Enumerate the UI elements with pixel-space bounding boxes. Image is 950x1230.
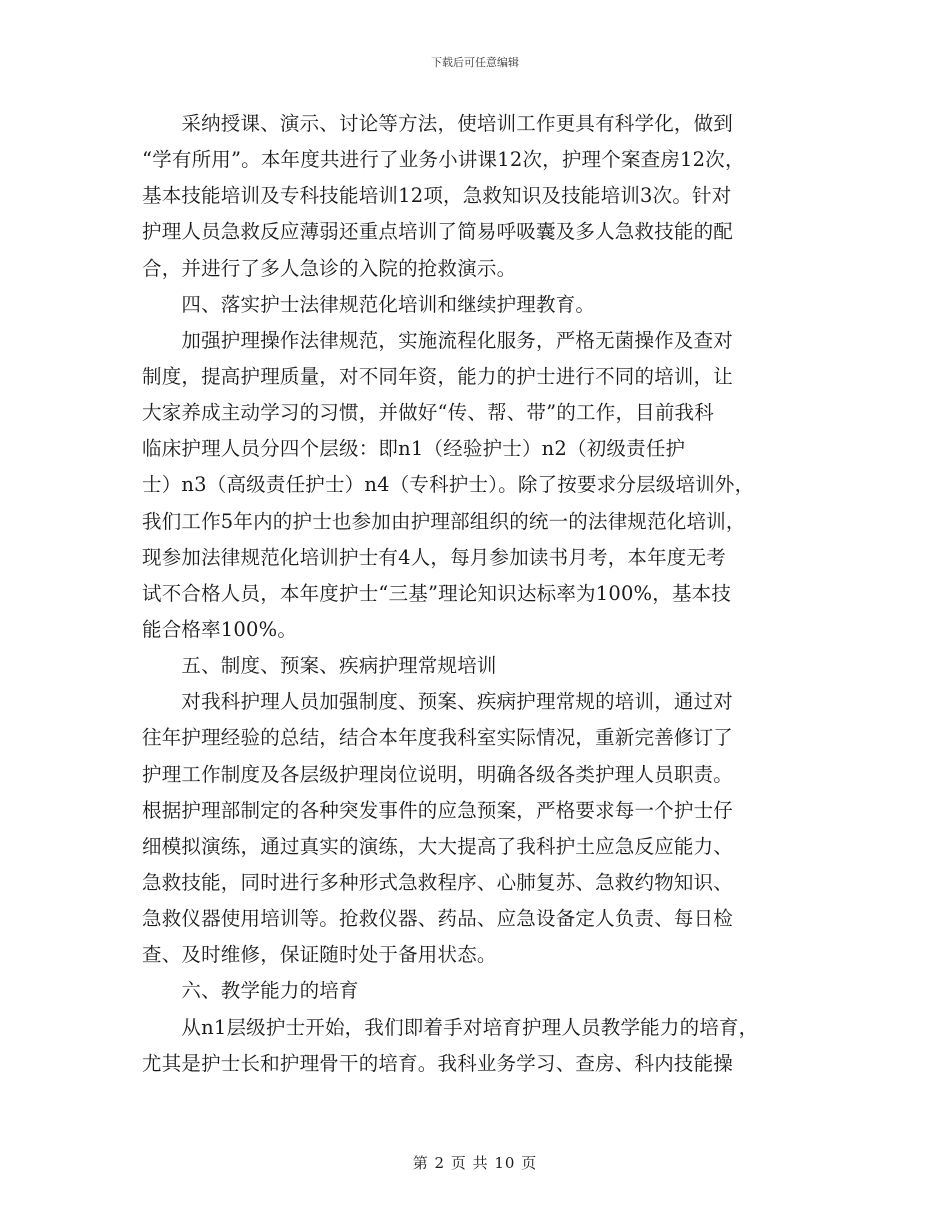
text-line: 合，并进行了多人急诊的入院的抢救演示。 xyxy=(142,256,517,280)
text-line: 临床护理人员分四个层级：即n1（经验护士）n2（初级责任护 xyxy=(142,437,686,461)
section-heading: 五、制度、预案、疾病护理常规培训 xyxy=(142,654,497,678)
text-line: 士）n3（高级责任护士）n4（专科护士）。除了按要求分层级培训外， xyxy=(142,473,755,497)
text-line: 急救仪器使用培训等。抢救仪器、药品、应急设备定人负责、每日检 xyxy=(142,907,734,931)
text-line: 加强护理操作法律规范，实施流程化服务，严格无菌操作及查对 xyxy=(142,328,734,352)
section-heading: 六、教学能力的培育 xyxy=(142,979,359,1003)
text-line: 对我科护理人员加强制度、预案、疾病护理常规的培训，通过对 xyxy=(142,690,734,714)
text-line: 采纳授课、演示、讨论等方法，使培训工作更具有科学化，做到 xyxy=(142,112,734,135)
text-line: 细模拟演练，通过真实的演练，大大提高了我科护土应急反应能力、 xyxy=(142,834,734,858)
text-line: 从n1层级护士开始，我们即着手对培育护理人员教学能力的培育， xyxy=(142,1015,759,1039)
text-line: 往年护理经验的总结，结合本年度我科室实际情况，重新完善修订了 xyxy=(142,726,734,750)
page-number: 第 2 页 共 10 页 xyxy=(412,1154,538,1172)
text-line: 急救技能，同时进行多种形式急救程序、心肺复苏、急救约物知识、 xyxy=(142,870,734,894)
text-line: 查、及时维修，保证随时处于备用状态。 xyxy=(142,943,497,967)
text-line: 根据护理部制定的各种突发事件的应急预案，严格要求每一个护士仔 xyxy=(142,798,734,822)
text-line: 我们工作5年内的护士也参加由护理部组织的统一的法律规范化培训， xyxy=(142,509,746,533)
section-heading: 四、落实护士法律规范化培训和继续护理教育。 xyxy=(142,292,596,316)
text-line: 能合格率100%。 xyxy=(142,617,298,641)
page-header: 下载后可任意编辑 xyxy=(431,56,519,69)
text-line: 试不合格人员，本年度护士“三基”理论知识达标率为100%，基本技 xyxy=(142,581,732,605)
text-line: 护理人员急救反应薄弱还重点培训了简易呼吸囊及多人急救技能的配 xyxy=(142,220,734,244)
text-line: 护理工作制度及各层级护理岗位说明，明确各级各类护理人员职责。 xyxy=(142,762,734,786)
text-line: “学有所用”。本年度共进行了业务小讲课12次，护理个案查房12次， xyxy=(142,148,745,172)
text-line: 基本技能培训及专科技能培训12项，急救知识及技能培训3次。针对 xyxy=(142,184,732,208)
text-line: 大家养成主动学习的习惯，并做好“传、帮、带”的工作，目前我科 xyxy=(142,401,714,425)
text-line: 尤其是护士长和护理骨干的培育。我科业务学习、查房、科内技能操 xyxy=(142,1051,734,1075)
text-line: 现参加法律规范化培训护士有4人，每月参加读书月考，本年度无考 xyxy=(142,545,726,569)
document-body xyxy=(142,106,810,1082)
text-line: 制度，提高护理质量，对不同年资，能力的护士进行不同的培训，让 xyxy=(142,364,734,388)
